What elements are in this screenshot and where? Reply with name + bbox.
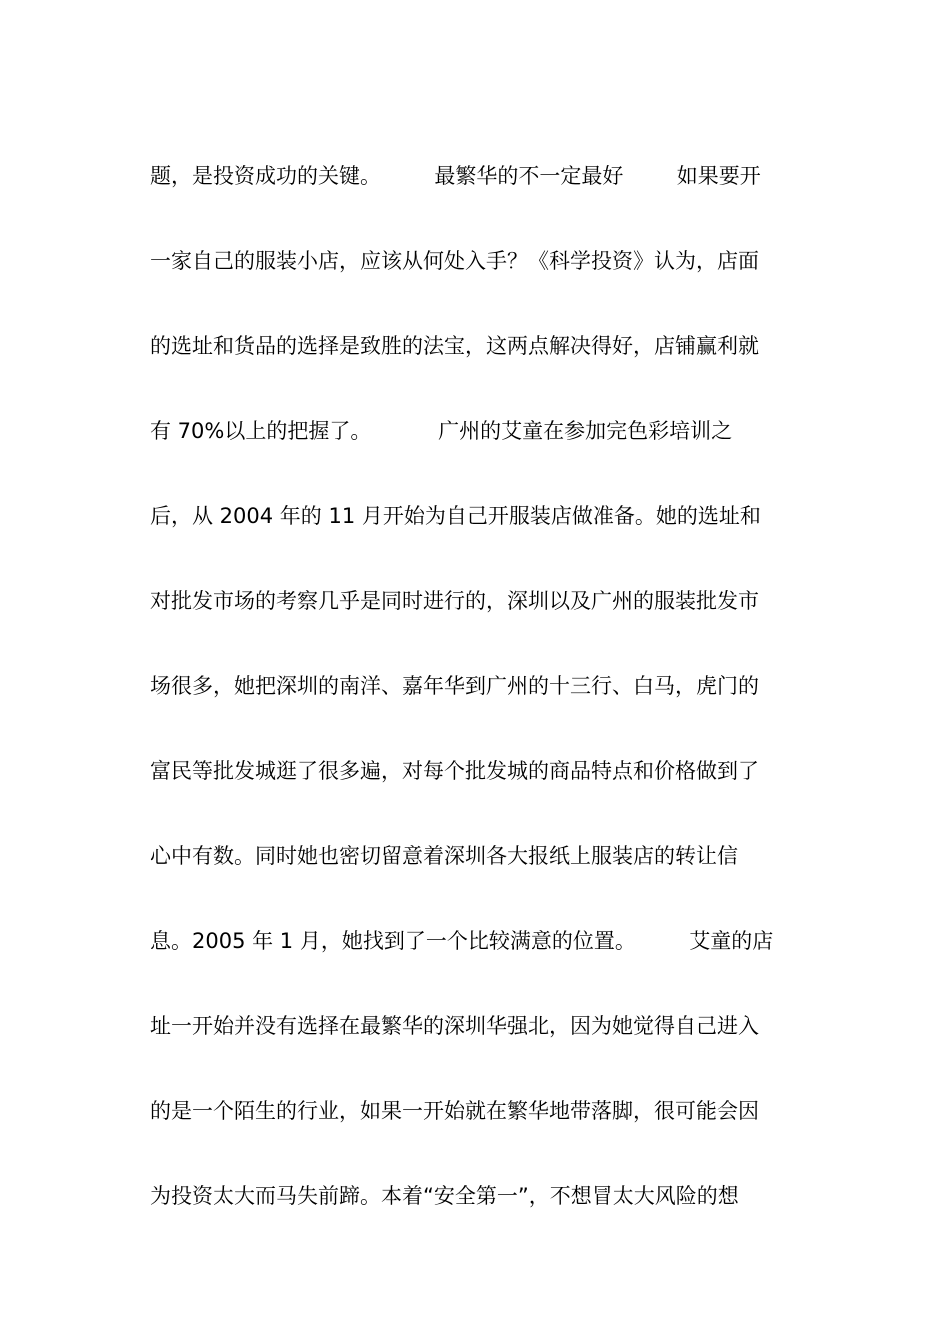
- text-line: 对批发市场的考察几乎是同时进行的，深圳以及广州的服装批发市: [150, 589, 759, 613]
- text-line: 息。2005 年 1 月，她找到了一个比较满意的位置。 艾童的店: [150, 929, 774, 953]
- body-text: [150, 154, 810, 1259]
- text-line: 的选址和货品的选择是致胜的法宝，这两点解决得好，店铺赢利就: [150, 334, 759, 358]
- text-line: 题，是投资成功的关键。 最繁华的不一定最好 如果要开: [150, 164, 761, 188]
- text-line: 址一开始并没有选择在最繁华的深圳华强北，因为她觉得自己进入: [150, 1014, 759, 1038]
- text-line: 一家自己的服装小店，应该从何处入手？《科学投资》认为，店面: [150, 249, 759, 273]
- text-line: 后，从 2004 年的 11 月开始为自己开服装店做准备。她的选址和: [150, 504, 761, 528]
- text-line: 场很多，她把深圳的南洋、嘉年华到广州的十三行、白马，虎门的: [150, 674, 759, 698]
- text-line: 为投资太大而马失前蹄。本着“安全第一”，不想冒太大风险的想: [150, 1184, 739, 1208]
- text-line: 的是一个陌生的行业，如果一开始就在繁华地带落脚，很可能会因: [150, 1099, 759, 1123]
- text-line: 心中有数。同时她也密切留意着深圳各大报纸上服装店的转让信: [150, 844, 738, 868]
- text-line: 富民等批发城逛了很多遍，对每个批发城的商品特点和价格做到了: [150, 759, 759, 783]
- text-line: 有 70%以上的把握了。 广州的艾童在参加完色彩培训之: [150, 419, 733, 443]
